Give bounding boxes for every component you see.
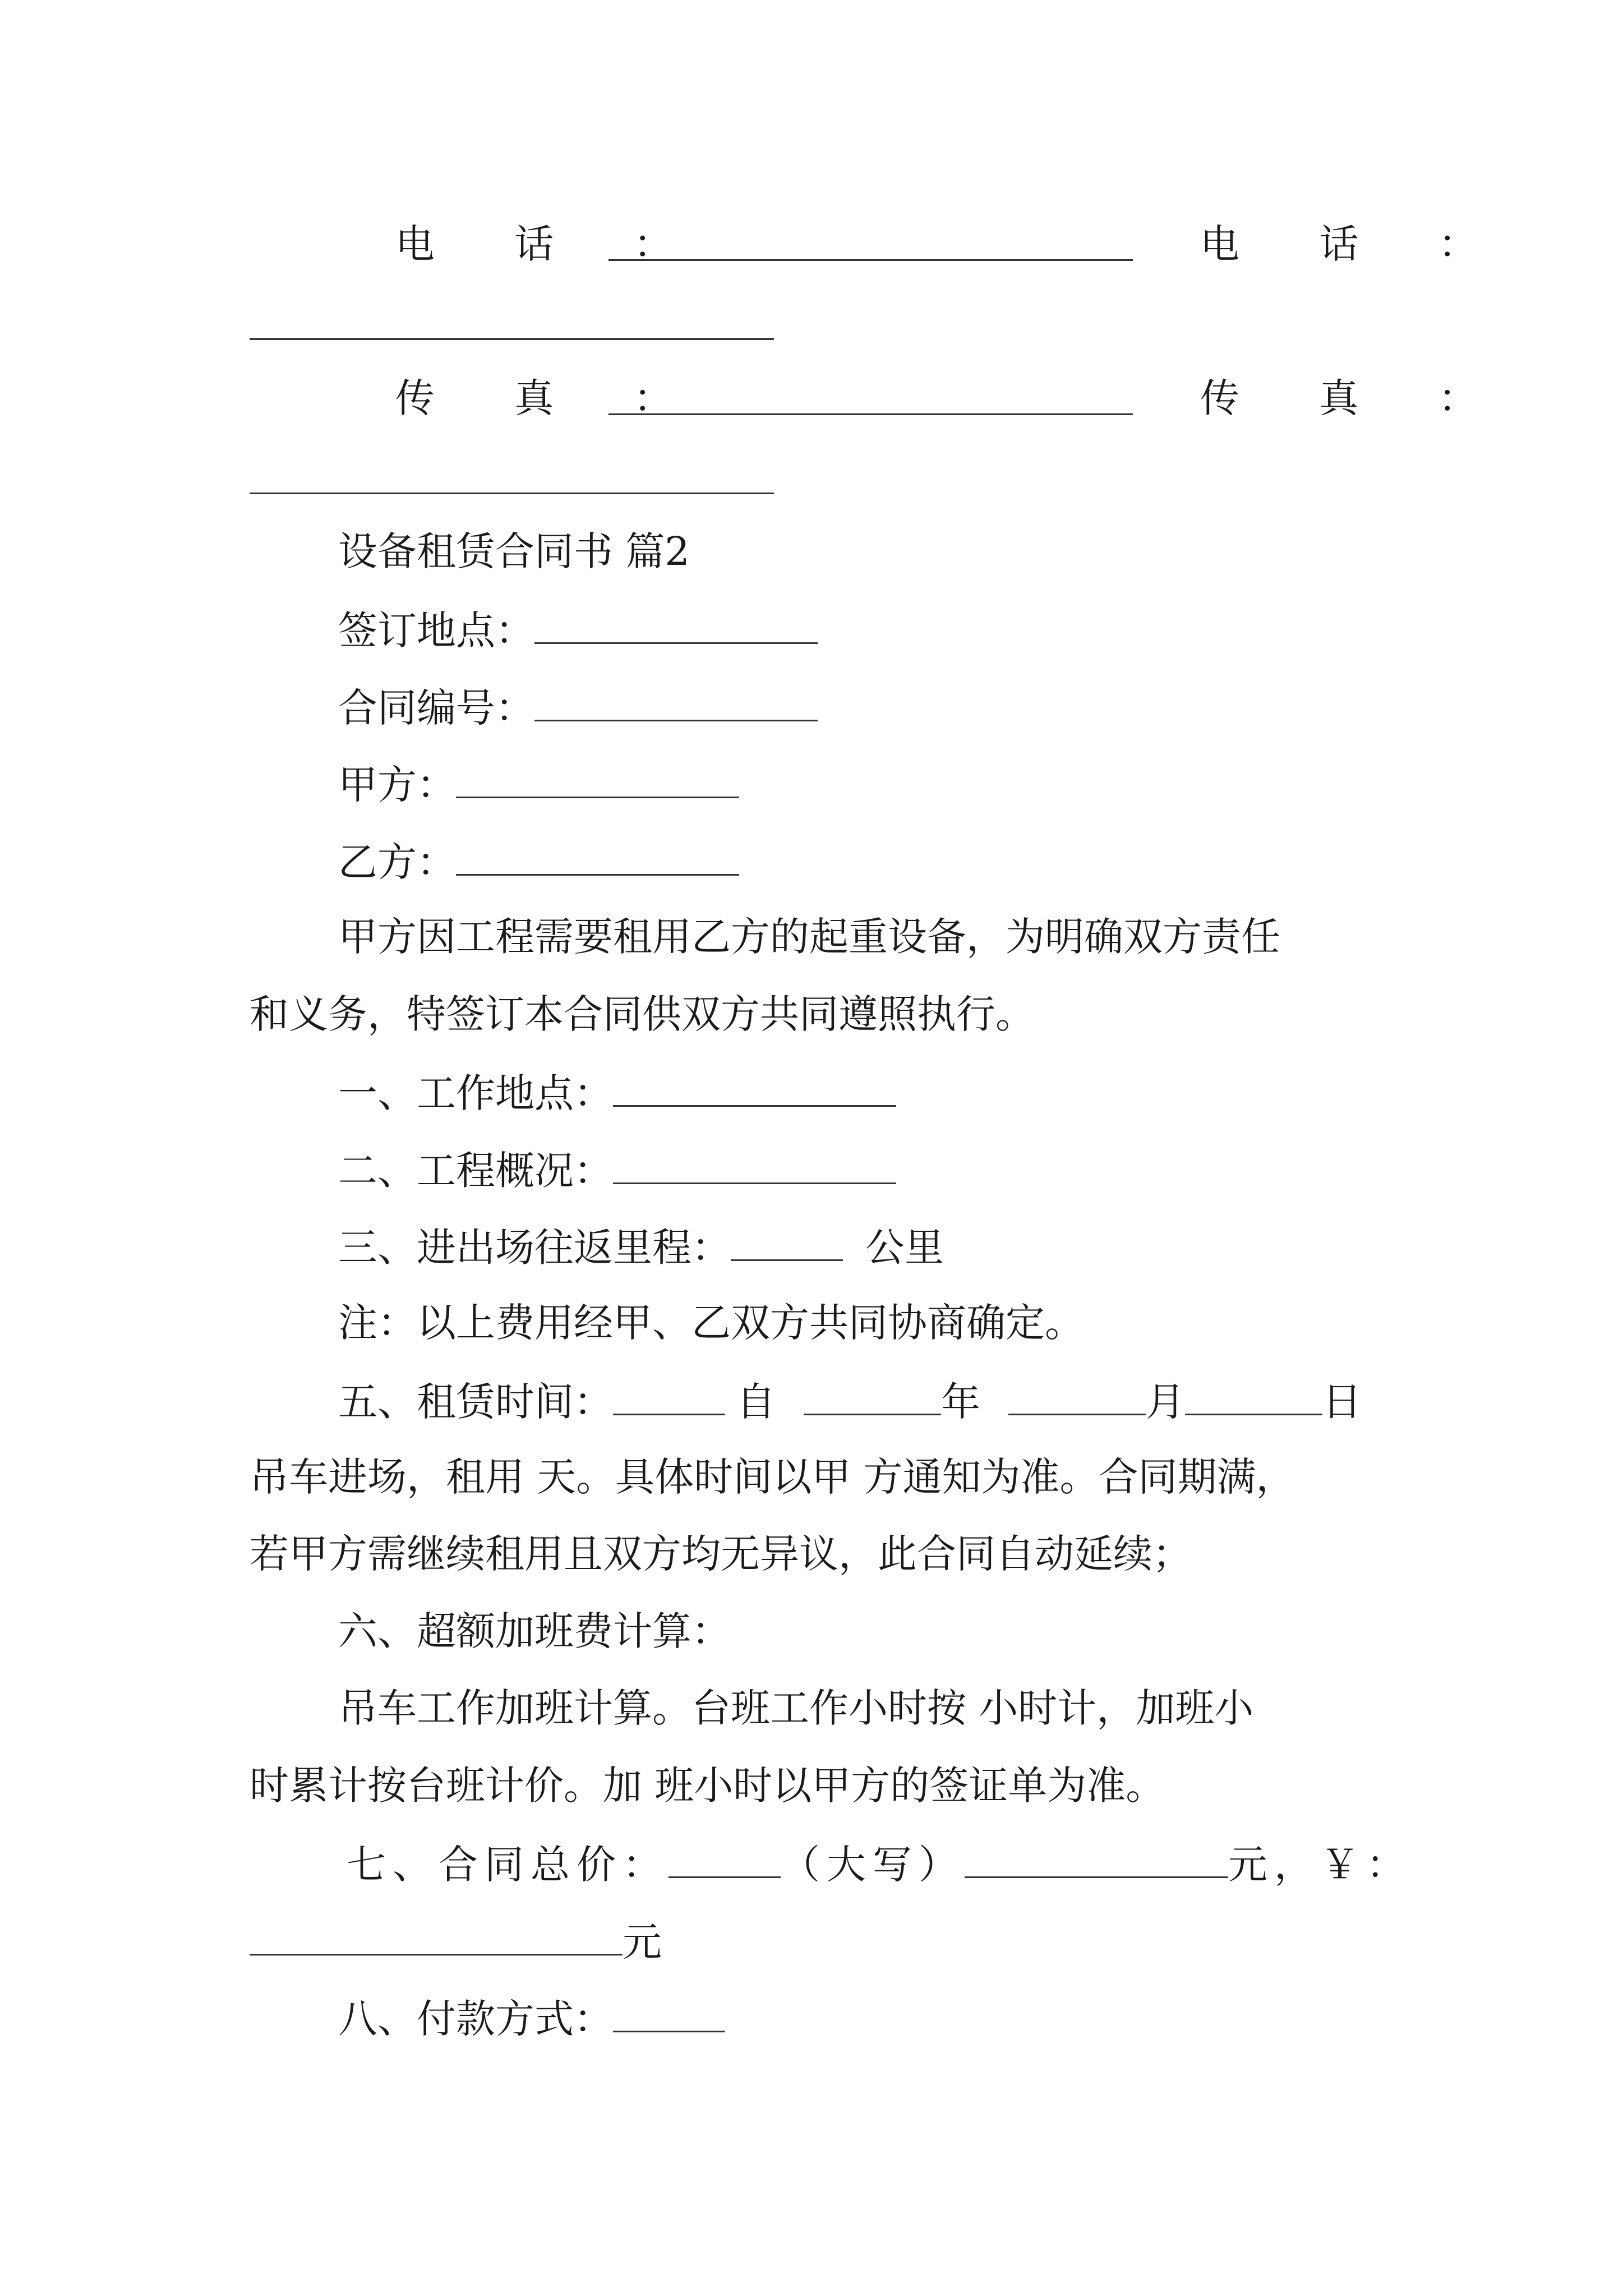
contract-no-field — [338, 685, 818, 731]
phone-blank-a — [608, 259, 1133, 261]
contract-no-blank — [534, 686, 818, 721]
item-2-blank — [613, 1149, 896, 1184]
item-5-day: 日 — [1322, 1379, 1362, 1425]
phone-label-b: 电 话 ： — [1200, 221, 1511, 267]
party-b-label: 乙方： — [338, 839, 456, 885]
item-5-line-3: 若甲方需继续租用且双方均无异议，此合同自动延续； — [250, 1531, 1192, 1577]
party-b-field — [338, 839, 739, 885]
item-7-yuan: 元，￥： — [1228, 1842, 1412, 1888]
item-7-caps: （大写） — [781, 1842, 965, 1888]
party-b-blank — [456, 840, 739, 876]
item-5-from: 自 — [736, 1379, 776, 1425]
sign-place-blank — [534, 609, 818, 644]
item-6-line-2: 吊车工作加班计算。台班工作小时按 小时计，加班小 — [338, 1685, 1254, 1731]
item-7-label: 七、合同总价： — [347, 1842, 668, 1888]
item-total-price — [347, 1842, 1412, 1888]
item-5-month: 月 — [1146, 1379, 1185, 1425]
item-8-blank — [613, 1997, 725, 2032]
item-lease-time — [338, 1379, 1362, 1425]
item-3-label: 三、进出场往返里程： — [338, 1225, 731, 1271]
phone-label-a: 电 话 ： — [395, 221, 707, 267]
item-7-end: 元 — [623, 1919, 662, 1965]
item-mileage — [338, 1225, 944, 1271]
note-line: 注：以上费用经甲、乙双方共同协商确定。 — [338, 1300, 1084, 1346]
fax-blank-b — [250, 493, 774, 494]
intro-line-2: 和义务，特签订本合同供双方共同遵照执行。 — [250, 991, 1035, 1037]
fax-label-a: 传 真 ： — [395, 375, 707, 421]
intro-line-1: 甲方因工程需要租用乙方的起重设备，为明确双方责任 — [338, 914, 1280, 960]
item-5-month-blank — [1008, 1380, 1146, 1415]
item-5-year: 年 — [941, 1379, 980, 1425]
item-payment-method — [338, 1996, 725, 2042]
item-7-blank-1 — [668, 1843, 781, 1878]
item-5-day-blank — [1185, 1380, 1322, 1415]
contract-no-label: 合同编号： — [338, 685, 534, 731]
party-a-field — [338, 762, 739, 808]
item-5-label: 五、租赁时间： — [338, 1379, 613, 1425]
fax-blank-a — [608, 413, 1133, 415]
item-7-amount-blank — [250, 1920, 623, 1955]
sign-place-field — [338, 608, 818, 654]
item-5-line-2: 吊车进场，租用 天。具体时间以甲 方通知为准。合同期满， — [250, 1454, 1295, 1500]
item-7-caps-blank — [965, 1843, 1228, 1878]
phone-blank-b — [250, 338, 774, 340]
item-project-overview — [338, 1148, 896, 1194]
party-a-blank — [456, 763, 739, 798]
item-overtime-heading: 六、超额加班费计算： — [338, 1608, 731, 1654]
party-a-label: 甲方： — [338, 762, 456, 808]
item-1-label: 一、工作地点： — [338, 1070, 613, 1116]
document-title: 设备租赁合同书 篇2 — [338, 528, 690, 574]
item-2-label: 二、工程概况： — [338, 1148, 613, 1194]
item-5-blank-1 — [613, 1380, 725, 1415]
sign-place-label: 签订地点： — [338, 608, 534, 654]
item-8-label: 八、付款方式： — [338, 1996, 613, 2042]
item-3-blank — [731, 1226, 843, 1261]
item-1-blank — [613, 1071, 896, 1107]
item-3-unit: 公里 — [865, 1225, 944, 1271]
item-7-line-2 — [250, 1919, 662, 1965]
item-work-location — [338, 1070, 896, 1116]
item-6-line-3: 时累计按台班计价。加 班小时以甲方的签证单为准。 — [250, 1763, 1165, 1809]
item-5-year-blank — [804, 1380, 941, 1415]
fax-label-b: 传 真 ： — [1200, 375, 1511, 421]
